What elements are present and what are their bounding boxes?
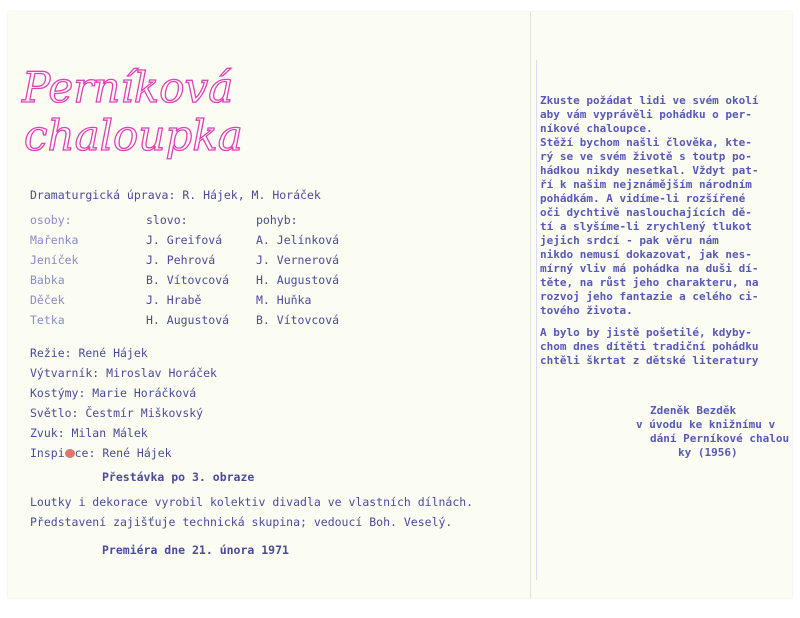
dramaturgy-line: Dramaturgická úprava: R. Hájek, M. Horáček [30, 188, 321, 202]
quote-line: tí a slyšíme-li zrychlený tlukot [540, 220, 752, 233]
production-note-line: Představení zajišťuje technická skupina; vedoucí Boh. Veselý. [30, 515, 453, 529]
cast-role: Tetka [30, 313, 65, 327]
quote-line: chtěli škrtat z dětské literatury [540, 354, 759, 367]
cast-voice: B. Vítovcová [146, 273, 230, 287]
attribution-line: v úvodu ke knižnímu v [636, 418, 776, 431]
quote-line: těte, na růst jeho charakteru, na [540, 276, 759, 289]
premiere-date: Premiéra dne 21. února 1971 [102, 543, 289, 557]
quote-line: Stěží bychom našli člověka, kte- [540, 136, 752, 149]
quote-line: aby vám vyprávěli pohádku o per- [540, 108, 752, 121]
cast-role: Děček [30, 293, 65, 307]
quote-line: chom dnes dítěti tradiční pohádku [540, 340, 759, 353]
attribution-line: ky (1956) [678, 446, 738, 459]
quote-line: tového života. [540, 304, 633, 317]
cast-movement: B. Vítovcová [256, 313, 340, 327]
quote-line: mírný vliv má pohádka na duši dí- [540, 262, 759, 275]
quote-line: rý se ve svém životě s toutp po- [540, 150, 752, 163]
quote-line: ří k našim nejznámějším národním [540, 178, 752, 191]
crew-line: Kostýmy: Marie Horáčková [30, 386, 197, 400]
crew-line: Výtvarník: Miroslav Horáček [30, 366, 217, 380]
cast-voice: J. Hrabě [146, 293, 202, 307]
cast-movement: J. Vernerová [256, 253, 340, 267]
crew-line: Zvuk: Milan Málek [30, 426, 148, 440]
production-note-line: Loutky i dekorace vyrobil kolektiv divadla ve vlastních dílnách. [30, 495, 474, 509]
quote-line: hádkou nikdy nesetkal. Vždyt pat- [540, 164, 759, 177]
quote-line: pohádkám. A vidíme-li rozšířené [540, 192, 746, 205]
quote-line: A bylo by jistě pošetilé, kdyby- [540, 326, 752, 339]
cast-movement: A. Jelínková [256, 233, 340, 247]
attribution-line: dání Perníkové chalou [650, 432, 790, 445]
title-svg [20, 60, 250, 160]
cast-movement: H. Augustová [256, 273, 340, 287]
cast-voice: J. Greifová [146, 233, 223, 247]
roles-header: osoby: [30, 213, 72, 227]
quote-line: jejich srdcí - pak věru nám [540, 234, 719, 247]
quote-line: Zkuste požádat lidi ve svém okolí [540, 94, 759, 107]
title-line2: chaloupka [24, 111, 243, 160]
crew-line: Světlo: Čestmír Miškovský [30, 406, 204, 420]
attribution-line: Zdeněk Bezděk [650, 404, 737, 417]
fold-shadow [536, 60, 537, 580]
inspice-prefix: Inspi [30, 446, 65, 460]
quote-line: nikdo nemusí dokazovat, jak nes- [540, 248, 752, 261]
cast-voice: H. Augustová [146, 313, 230, 327]
cast-role: Babka [30, 273, 65, 287]
quote-line: níkové chaloupce. [540, 122, 653, 135]
inspice-line [30, 446, 172, 460]
intermission-note: Přestávka po 3. obraze [102, 470, 255, 484]
voice-header: slovo: [146, 213, 188, 227]
cast-role: Mařenka [30, 233, 79, 247]
cast-role: Jeníček [30, 253, 79, 267]
cast-voice: J. Pehrová [146, 253, 216, 267]
crew-line: Režie: René Hájek [30, 346, 148, 360]
quote-line: oči dychtivě naslouchajících dě- [540, 206, 752, 219]
ink-smudge [65, 449, 75, 458]
title-line1: Perníková [22, 63, 234, 112]
inspice-suffix: ce: René Hájek [74, 446, 172, 460]
handwritten-title [20, 60, 250, 160]
movement-header: pohyb: [256, 213, 298, 227]
quote-line: rozvoj jeho fantazie a celého ci- [540, 290, 759, 303]
fold-line [530, 12, 531, 598]
cast-movement: M. Huňka [256, 293, 312, 307]
